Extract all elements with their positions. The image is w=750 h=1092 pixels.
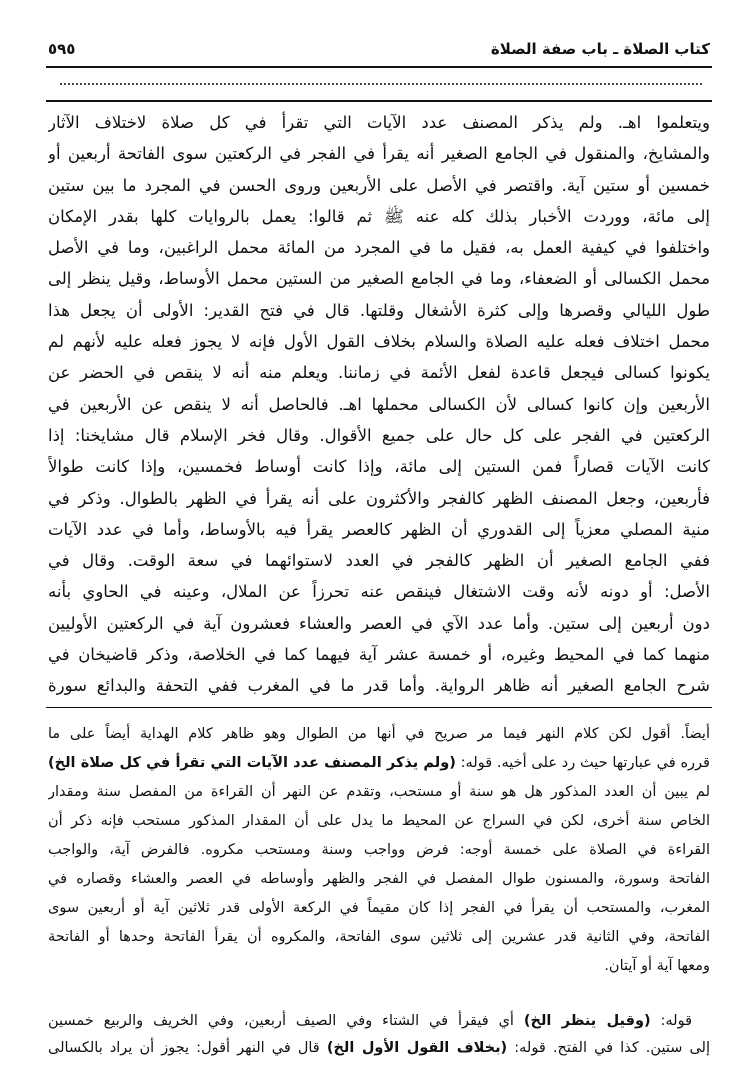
footnote-paragraph-2 bbox=[48, 1008, 710, 1062]
main-text-line: الركعتين في الفجر على كل حال على جميع الأقوال. وقال فخر الإسلام قال مشايخنا: إذا bbox=[48, 425, 710, 445]
footnote-paragraph-1 bbox=[48, 720, 710, 981]
footnote-text: قوله: bbox=[650, 1013, 693, 1029]
footnote-text: قرره في عبارتها حيث رد على أخيه. قوله: bbox=[455, 755, 710, 771]
footnote-text: الفاتحة، وفي الثانية قدر عشرين إلى ثلاثين سوى الفاتحة، والمكروه أن يقرأ الفاتحة وحدها أو الفاتحة bbox=[48, 929, 710, 945]
dotted-separator bbox=[60, 83, 702, 85]
main-text-line: دون أربعين إلى ستين. وأما عدد الآي في العصر والعشاء فعشرون آية في الركعتين الأوليين bbox=[48, 613, 710, 633]
footnote-text: قال في النهر أقول: يجوز أن يراد بالكسالى bbox=[48, 1040, 327, 1056]
footnote-line bbox=[48, 894, 710, 923]
footnote-line bbox=[48, 923, 710, 952]
footnote-rule bbox=[46, 707, 712, 708]
quoted-phrase: (وقيل ينظر الخ) bbox=[523, 1013, 651, 1029]
footnote-text: أيضاً. أقول لكن كلام النهر فيما مر صريح في أنها من الطوال وهو ظاهر كلام الهداية أيضاً على ما bbox=[48, 726, 710, 742]
footnote-line bbox=[48, 720, 710, 749]
footnote-text: لم يبين أن العدد المذكور هل هو سنة أو مستحب، وتقدم عن النهر أن القراءة من المفصل سنة ومقدار bbox=[48, 784, 710, 800]
running-header bbox=[48, 40, 710, 64]
main-text-line: يكونوا كسالى فيجعل قاعدة لفعل الأئمة في زماننا. ويعلم منه أنه لا ينقص في الحضر عن bbox=[48, 363, 710, 383]
main-text-line: محمل الكسالى أو الضعفاء، وما في الجامع الصغير من الستين محمل الأوساط، وقيل ينظر إلى bbox=[48, 269, 710, 289]
footnote-text: الفاتحة وسورة، والمسنون طوال المفصل في الفجر والظهر وأوساطه في العصر والعشاء وقصاره في bbox=[48, 871, 710, 887]
footnote-line bbox=[48, 1008, 710, 1035]
footnote-text: إلى ستين. كذا في الفتح. قوله: bbox=[507, 1040, 710, 1056]
quoted-phrase: (ولم يذكر المصنف عدد الآيات التي تقرأ في كل صلاة الخ) bbox=[48, 755, 456, 771]
footnote-line bbox=[48, 1035, 710, 1062]
quoted-phrase: (بخلاف القول الأول الخ) bbox=[326, 1040, 508, 1056]
main-text-line: محمل اختلاف فعله عليه الصلاة والسلام بخلاف القول الأول فإنه لا يجوز فعله عليه لأنهم لم bbox=[48, 332, 710, 352]
footnote-line bbox=[48, 778, 710, 807]
footnote-line bbox=[48, 952, 710, 981]
page-number: ٥٩٥ bbox=[48, 40, 76, 58]
main-text-line: الأصل: أو دونه لأنه وقت الاشتغال فينقص عنه تحرزاً عن الملال، وعينه في الحاوي بأنه bbox=[48, 582, 710, 602]
footnote-line bbox=[48, 749, 710, 778]
main-top-rule bbox=[46, 100, 712, 102]
main-text-line: ففي الجامع الصغير أن الظهر كالفجر في العدد لاستوائهما في سعة الوقت. وقال في bbox=[48, 551, 710, 571]
footnote-line bbox=[48, 836, 710, 865]
footnote-line bbox=[48, 807, 710, 836]
main-text bbox=[48, 107, 710, 702]
main-text-line: خمسين أو ستين آية. واقتصر في الأصل على الأربعين وروى الحسن في المجرد ما بين ستين bbox=[48, 175, 710, 195]
main-text-line: طول الليالي وقصرها وإلى كثرة الأشغال وقلتها. قال في فتح القدير: الأولى أن يجعل هذا bbox=[48, 300, 710, 320]
main-text-line: واختلفوا في كيفية العمل به، فقيل ما في المجرد من المائة محمل الراغبين، وما في الأصل bbox=[48, 238, 710, 258]
main-text-line: منهما كما في المحيط وغيره، أو خمسة عشر آية فيهما كما في الخلاصة، وذكر قاضيخان في bbox=[48, 645, 710, 665]
main-text-line: إلى مائة، ووردت الأخبار بذلك كله عنه ﷺ ثم قالوا: يعمل بالروايات كلها بقدر الإمكان bbox=[48, 206, 710, 226]
main-text-line: والمشايخ، والمنقول في الجامع الصغير أنه يقرأ في الفجر في الركعتين سوى الفاتحة أربعين أو bbox=[48, 144, 710, 164]
main-text-line: ويتعلموا اهـ. ولم يذكر المصنف عدد الآيات التي تقرأ في كل صلاة لاختلاف الآثار bbox=[48, 113, 710, 132]
main-text-line: فأربعين، وجعل المصنف الظهر كالفجر والأكثرون على أنه يقرأ في الظهر بالطوال. وذكر في bbox=[48, 488, 710, 508]
footnote-text: أي فيقرأ في الشتاء وفي الصيف أربعين، وفي الخريف والربيع خمسين bbox=[48, 1013, 524, 1029]
main-text-line: شرح الجامع الصغير أنه ظاهر الرواية. وأما قدر ما في المغرب ففي التحفة والبدائع سورة bbox=[48, 676, 710, 696]
footnote-line bbox=[48, 865, 710, 894]
footnote-text: الخاص سنة أخرى، لكن في السراج عن المحيط ما يدل على أن المقدار المذكور مستحب فإنه ذكر أن bbox=[48, 813, 710, 829]
main-text-line: كانت الآيات قصاراً فمن الستين إلى مائة، وإذا كانت أوساط فخمسين، وإذا كانت طوالاً bbox=[48, 457, 710, 477]
footnote-text: القراءة في الصلاة على خمسة أوجه: فرض وواجب وسنة ومستحب مكروه. فالفرض آية، والواجب bbox=[48, 842, 710, 858]
main-text-line: منية المصلي معزياً إلى القدوري أن الظهر كالعصر يقرأ فيه بالأوساط، وأما في عدد الآيات bbox=[48, 519, 710, 539]
header-rule bbox=[46, 66, 712, 68]
main-text-line: الأربعين وإن كانوا كسالى لأن الكسالى محملها اهـ. فالحاصل أنه لا ينقص عن الأربعين في bbox=[48, 394, 710, 414]
footnote-text: ومعها آية أو آيتان. bbox=[604, 958, 710, 974]
chapter-title: كتاب الصلاة ـ باب صفة الصلاة bbox=[490, 40, 710, 58]
footnote-text: المغرب، والمستحب أن يقرأ في الفجر إذا كان مقيماً في الركعة الأولى قدر ثلاثين آية أو أربعين سوى bbox=[48, 900, 710, 916]
